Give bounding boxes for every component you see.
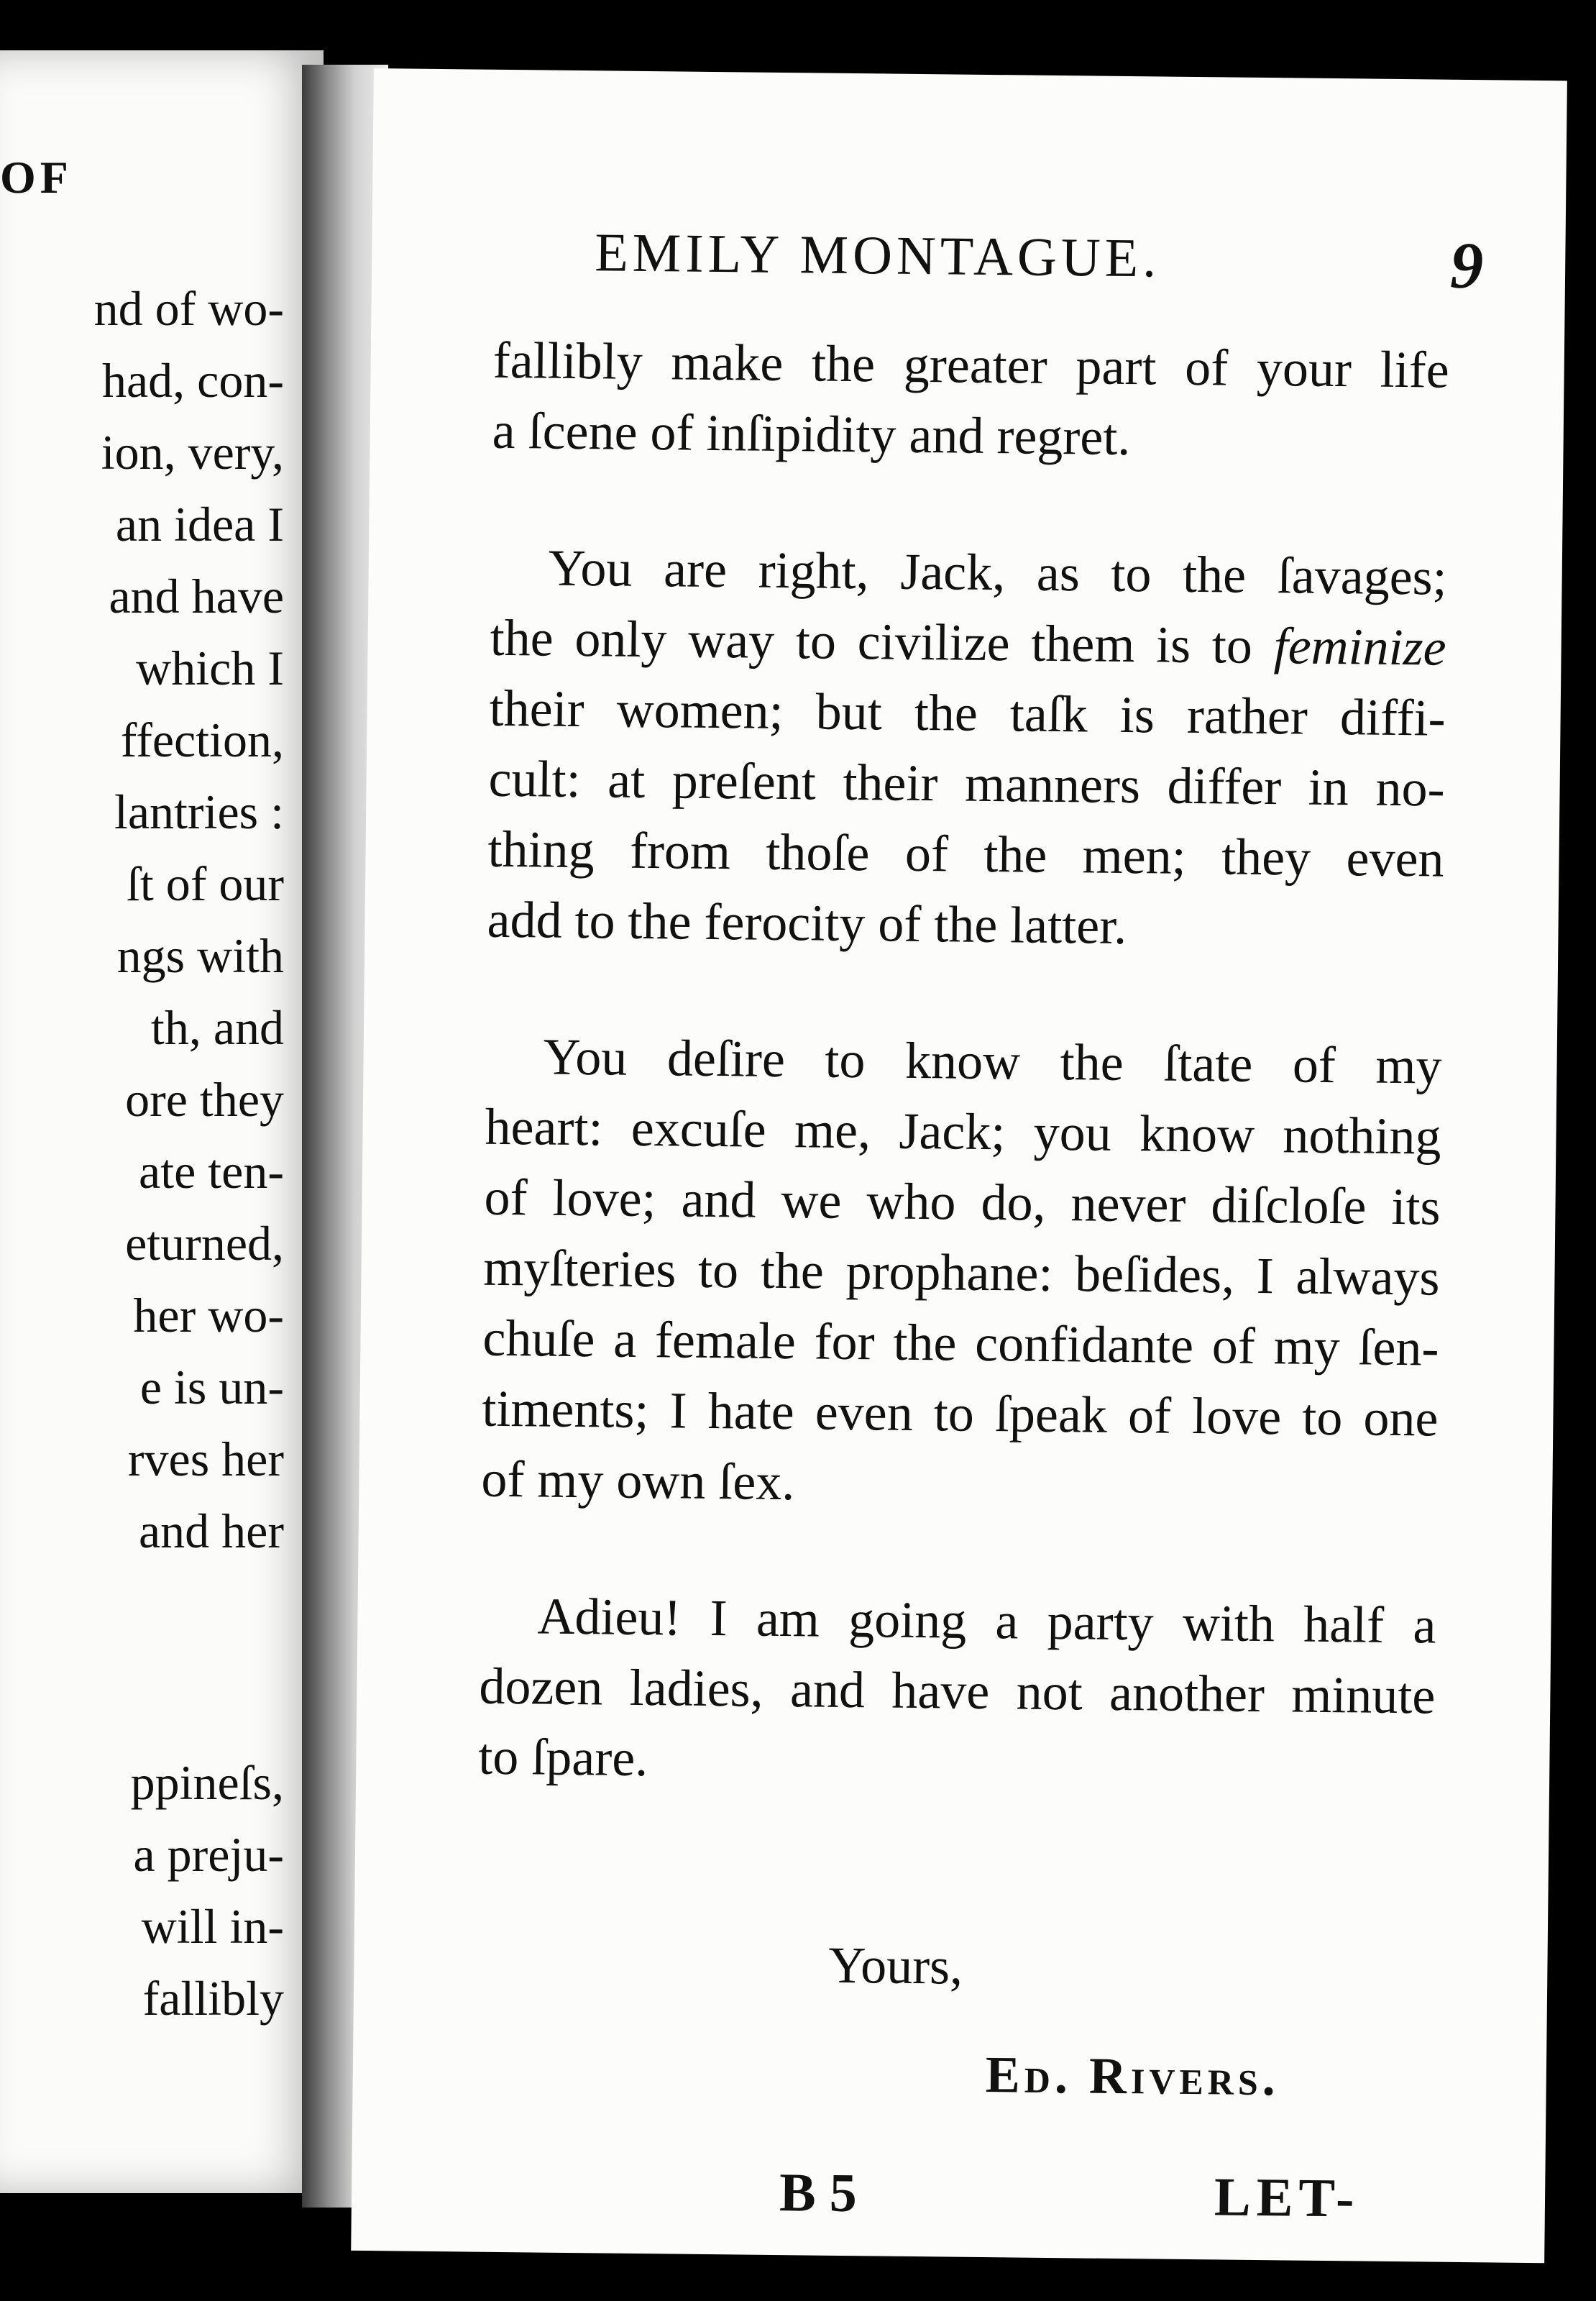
left-page <box>0 50 324 2193</box>
text-line: You deſire to know the ſtate of my <box>543 1028 1442 1095</box>
left-line: nd of wo- <box>93 281 284 336</box>
left-line: th, and <box>150 1000 284 1055</box>
left-line: eturned, <box>125 1216 284 1271</box>
text-line: chuſe a female for the confidante of my ſen- <box>482 1309 1439 1377</box>
text-line: a ſcene of inſipidity and regret. <box>492 401 1131 467</box>
left-line: ion, very, <box>101 425 284 480</box>
text-line: You are right, Jack, as to the ſavages; <box>548 539 1448 606</box>
italic-word: feminize <box>1273 617 1447 677</box>
left-page-text <box>0 50 284 2136</box>
text-line: dozen ladies, and have not another minute <box>479 1657 1436 1725</box>
text-line: to ſpare. <box>478 1727 648 1788</box>
left-line: ffection, <box>120 713 284 767</box>
page-number: 9 <box>1449 228 1484 303</box>
left-running-head: OF <box>0 152 73 203</box>
catchword: LET- <box>1214 2167 1360 2229</box>
left-line: her wo- <box>133 1288 284 1342</box>
text-line: thing from thoſe of the men; they even <box>487 820 1444 888</box>
text-line: fallibly make the greater part of your life <box>492 331 1450 399</box>
signature: Ed. Rivers. <box>985 2046 1280 2107</box>
left-line: and her <box>138 1504 284 1558</box>
left-line: ppineſs, <box>130 1755 284 1810</box>
text-line: heart: excuſe me, Jack; you know nothing <box>485 1097 1441 1166</box>
left-line: fallibly <box>142 1971 284 2026</box>
left-line: which I <box>136 641 284 695</box>
left-line: had, con- <box>101 353 284 408</box>
text-line: of my own ſex. <box>481 1450 795 1511</box>
text-line-start: the only way to civilize them is to <box>490 608 1253 674</box>
right-page <box>351 68 1567 2263</box>
text-line: add to the ferocity of the latter. <box>487 890 1127 956</box>
text-line: Adieu! I am going a party with half a <box>537 1587 1436 1655</box>
signoff: Yours, <box>827 1936 963 1995</box>
left-line: an idea I <box>115 497 284 552</box>
text-line <box>490 603 1446 683</box>
text-line: their women; but the taſk is rather diffi- <box>489 679 1446 747</box>
left-line: ſt of our <box>126 856 284 911</box>
signature-mark: B 5 <box>779 2162 858 2224</box>
left-line: ngs with <box>116 928 284 983</box>
text-line: cult: at preſent their manners differ in no- <box>488 749 1446 818</box>
text-line: of love; and we who do, never diſcloſe its <box>484 1168 1441 1236</box>
text-line: timents; I hate even to ſpeak of love to one <box>482 1379 1439 1447</box>
left-line: ate ten- <box>139 1144 284 1199</box>
left-line: and have <box>109 569 284 623</box>
left-line: ore they <box>125 1072 284 1127</box>
left-line: will in- <box>141 1899 284 1954</box>
letter-body <box>478 325 1449 1802</box>
left-line: a preju- <box>133 1827 284 1882</box>
left-line: lantries : <box>114 784 284 839</box>
running-head: EMILY MONTAGUE. <box>594 222 1161 289</box>
left-line: rves her <box>127 1432 284 1486</box>
left-line: e is un- <box>139 1360 284 1414</box>
text-line: myſteries to the prophane: beſides, I always <box>483 1238 1440 1307</box>
